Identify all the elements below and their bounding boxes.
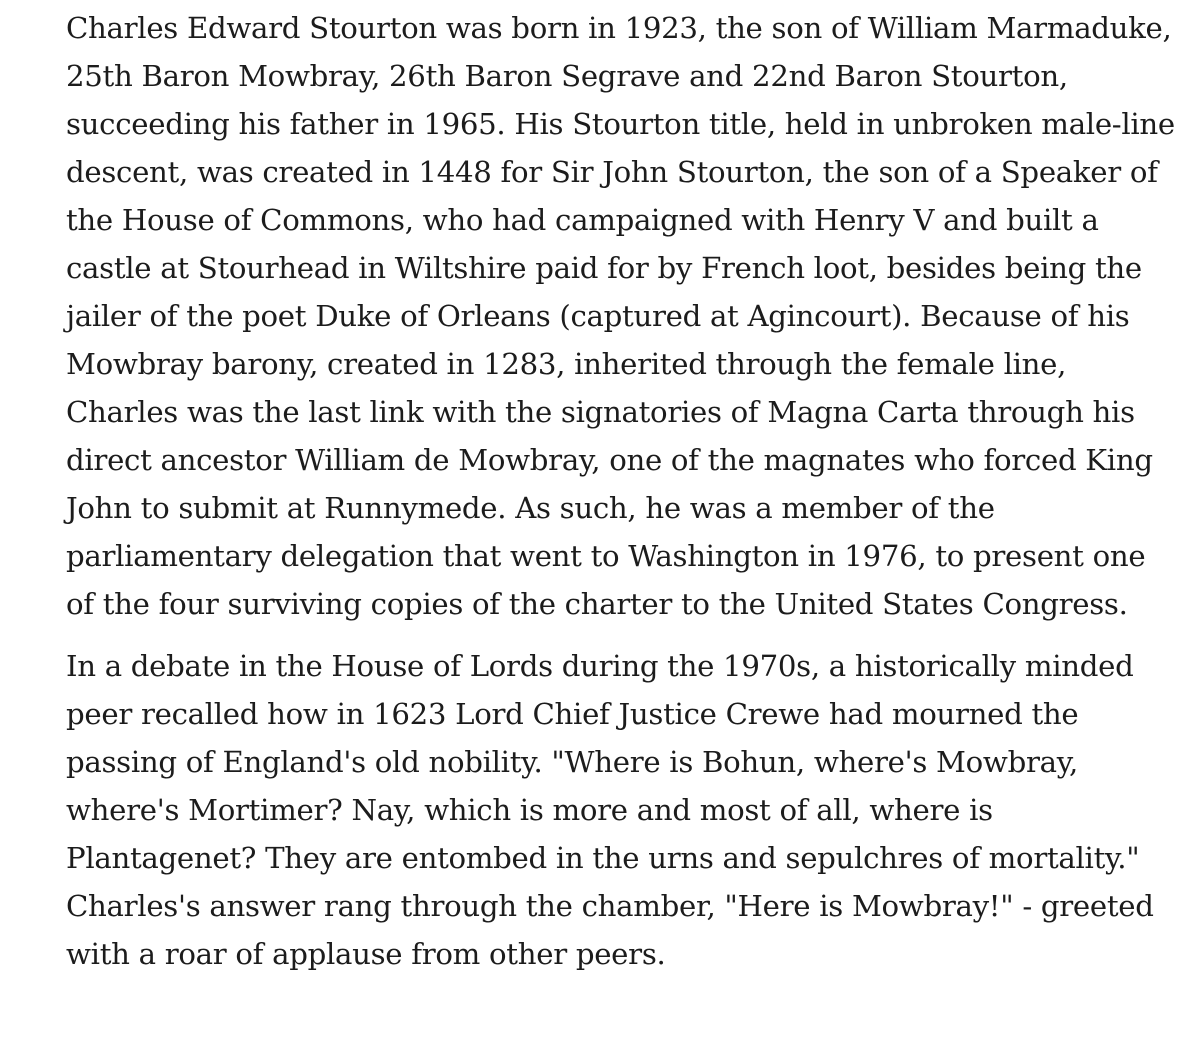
paragraph-biography: Charles Edward Stourton was born in 1923, the son of William Marmaduke, 25th Baron Mowbray, 26th Baron Segrave and 22nd Baron Stourton, succeeding his father in 1965. His Stourton title, held in unbroken male-line descent, was created in 1448 for Sir John Stourton, the son of a Speaker of the House of Commons, who had campaigned with Henry V and built a castle at Stourhead in Wiltshire paid for by French loot, besides being the jailer of the poet Duke of Orleans (captured at Agincourt). Because of his Mowbray barony, created in 1283, inherited through the female line, Charles was the last link with the signatories of Magna Carta through his direct ancestor William de Mowbray, one of the magnates who forced King John to submit at Runnymede. As such, he was a member of the parliamentary delegation that went to Washington in 1976, to present one of the four surviving copies of the charter to the United States Congress. bbox=[66, 11, 1175, 621]
paragraph-lords-debate: In a debate in the House of Lords during the 1970s, a historically minded peer recalled how in 1623 Lord Chief Justice Crewe had mourned the passing of England's old nobility. "Where is Bohun, where's Mowbray, where's Mortimer? Nay, which is more and most of all, where is Plantagenet? They are entombed in the urns and sepulchres of mortality." Charles's answer rang through the chamber, "Here is Mowbray!" - greeted with a roar of applause from other peers. bbox=[66, 649, 1154, 971]
article-body bbox=[66, 4, 1176, 978]
